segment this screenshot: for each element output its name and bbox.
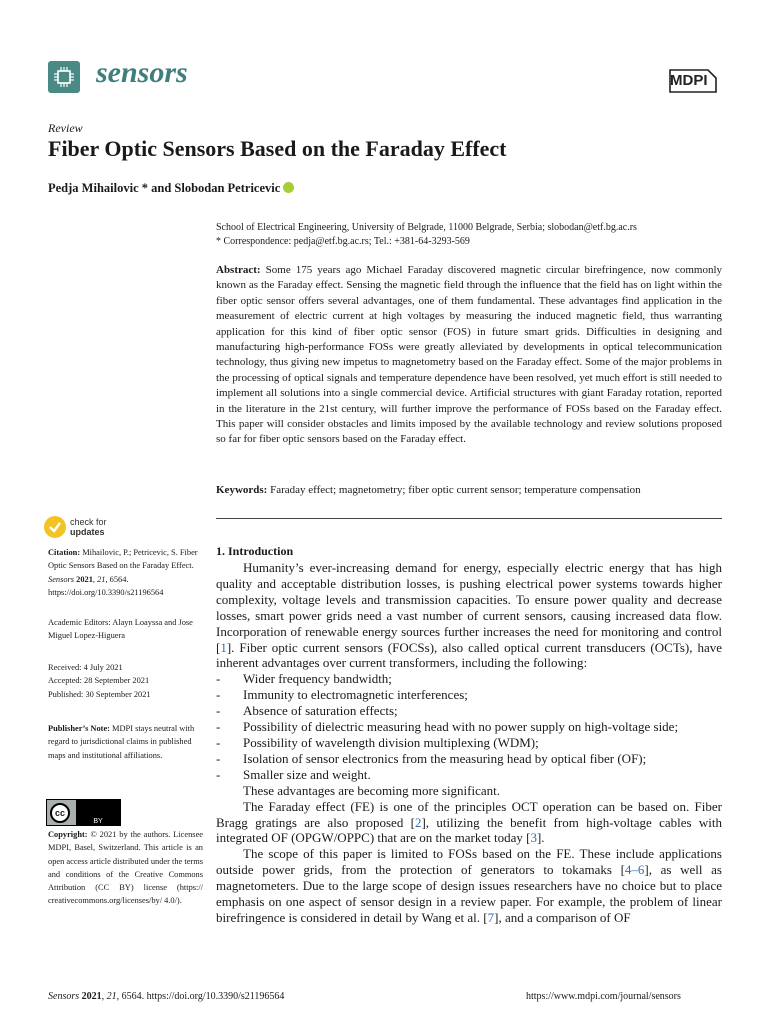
dates (48, 661, 203, 701)
correspondence: * Correspondence: pedja@etf.bg.ac.rs; Tel.: +381-64-3293-569 (216, 236, 470, 247)
citation-label: Citation: (48, 548, 81, 557)
journal-logo-icon (48, 61, 80, 93)
check-line2: updates (70, 527, 105, 537)
accepted-date: Accepted: 28 September 2021 (48, 676, 150, 686)
list-item: - Immunity to electromagnetic interferences; (216, 687, 722, 703)
check-line1: check for (70, 517, 107, 527)
list-item: - Possibility of wavelength division multiplexing (WDM); (216, 735, 722, 751)
list-item: - Wider frequency bandwidth; (216, 671, 722, 687)
keywords (216, 484, 722, 496)
citation-doi[interactable]: , 6564. https://doi.org/10.3390/s21196564 (48, 574, 164, 597)
list-item: - Absence of saturation effects; (216, 703, 722, 719)
footer-journal: Sensors (48, 991, 80, 1002)
citation-text: Mihailovic, P.; Petricevic, S. Fiber Optic Sensors Based on the Faraday Effect. (48, 548, 198, 571)
academic-editors: Academic Editors: Alayn Loayssa and Jose Miguel Lopez-Higuera (48, 618, 193, 641)
mdpi-logo (668, 64, 718, 96)
keywords-text: Faraday effect; magnetometry; fiber optic current sensor; temperature compensation (270, 484, 641, 496)
keywords-label: Keywords: (216, 484, 268, 496)
advantages-list (216, 671, 722, 782)
reference-link[interactable]: 7 (487, 909, 495, 925)
article-title: Fiber Optic Sensors Based on the Faraday Effect (48, 136, 507, 161)
check-for-updates-icon[interactable] (44, 516, 66, 538)
published-date: Published: 30 September 2021 (48, 689, 151, 699)
footer-journal-url[interactable]: https://www.mdpi.com/journal/sensors (526, 991, 681, 1002)
authors-text: Pedja Mihailovic * and Slobodan Petricevic (48, 181, 281, 195)
citation-journal: Sensors (48, 574, 75, 584)
citation: Citation: Mihailovic, P.; Petricevic, S. Fiber Optic Sensors Based on the Faraday Effect. Sensors 2021, 21, 6564. https://doi.org/10.3390/s21196564 (48, 548, 198, 597)
reference-link[interactable]: 1 (220, 639, 227, 655)
divider (216, 518, 722, 519)
footer-volume: 21 (106, 991, 117, 1002)
copyright-label: Copyright: (48, 830, 88, 839)
cc-by-license-badge[interactable] (46, 799, 121, 826)
abstract-label: Abstract: (216, 264, 261, 276)
copyright-text: © 2021 by the authors. Licensee MDPI, Basel, Switzerland. This article is an open access article distributed under the terms and conditions of the Creative Commons Attribution (CC BY) license (https:// creativecommons.org/licenses/by/ 4.0/). (48, 830, 203, 906)
reference-link[interactable]: 2 (414, 814, 422, 830)
received-date: Received: 4 July 2021 (48, 663, 123, 672)
author-list (48, 181, 294, 196)
abstract-text: Some 175 years ago Michael Faraday discovered magnetic circular birefringence, now commonly known as the Faraday effect. Sensing the magnetic field through the influence that the field has on light within the fiber optic sensor offers several advantages, one of them fundamental. These advantages find application in the measurement of electric current at high voltages by measuring the induced magnetic field, thus warranting application for this kind of fiber optic sensor (FOS) in future smart grids. Difficulties in designing and manufacturing high-performance FOSs were greatly alleviated by developments in optical telecommunication technology, thus giving new impetus to magnetometry based on the Faraday effect. Some of the major problems in the processing of optical signals and temperature dependence have been resolved, yet much effort is still needed to implement all solutions into a single commercial device. Artificial structures with giant Faraday rotation, reported in the literature in the 21st century, will further improve the performance of FOSs based on the Faraday effect. This paper will consider obstacles and limits imposed by the available technology and review solutions proposed so far for fiber optic sensors based on the Faraday effect. (216, 264, 722, 446)
footer-citation: Sensors 2021, 21, 6564. https://doi.org/10.3390/s21196564 (48, 991, 285, 1002)
list-item: - Possibility of dielectric measuring head with no power supply on high-voltage side; (216, 719, 722, 735)
affiliation: School of Electrical Engineering, University of Belgrade, 11000 Belgrade, Serbia; slobodan@etf.bg.ac.rs (216, 222, 637, 233)
paragraph: The scope of this paper is limited to FOSs based on the FE. These include applications outside power grids, from the protection of generators to tokamaks [4–6], as well as magnetometers. Due to the large scope of design issues researchers have no choice but to place emphasis on one aspect of sensor design in a review paper. For example, the problem of linear birefringence is considered in detail by Wang et al. [7], and a comparison of OF (216, 846, 722, 925)
abstract (216, 263, 722, 448)
paragraph: The Faraday effect (FE) is one of the principles OCT operation can be based on. Fiber Bragg gratings are also proposed [2], utilizing the benefit from high-voltage cables with integrated OF (OPGW/OPPC) that are on the market today [3]. (216, 798, 722, 846)
paragraph: Humanity’s ever-increasing demand for energy, especially electric energy that has high quality and acceptable distribution losses, is pushing electrical power systems towards higher complexity, voltage levels and transmission capacities. To ensure power quality and decrease losses, smart power grids need a vast number of current sensors, causing increased data flow. Incorporation of renewable energy sources further increases the need for monitoring and control [1]. Fiber optic current sensors (FOCSs), also called optical current transducers (OCTs), have inherent advantages over current transformers, including the following: (216, 560, 722, 671)
reference-link[interactable]: 3 (530, 830, 537, 846)
publisher-note-text: MDPI stays neutral with regard to jurisdictional claims in published maps and institutional affiliations. (48, 724, 195, 760)
journal-name: sensors (96, 56, 188, 89)
copyright (48, 828, 203, 908)
list-item: - Smaller size and weight. (216, 767, 722, 783)
paragraph: These advantages are becoming more significant. (243, 782, 501, 798)
reference-link[interactable]: 4–6 (624, 862, 645, 878)
cc-icon: cc (50, 803, 70, 823)
citation-year: 2021 (76, 574, 93, 584)
footer-year: 2021 (81, 991, 102, 1002)
publisher-note (48, 722, 203, 762)
article-type: Review (48, 121, 83, 135)
body-text (216, 560, 722, 926)
affiliation-block (216, 221, 736, 249)
by-strip (76, 800, 120, 825)
publisher-note-label: Publisher’s Note: (48, 724, 110, 733)
footer-doi[interactable]: , 6564. https://doi.org/10.3390/s21196564 (116, 991, 285, 1002)
by-label: BY (93, 818, 103, 825)
mdpi-logo-text: MDPI (670, 72, 708, 89)
section-heading: 1. Introduction (216, 544, 294, 558)
citation-volume: 21 (97, 574, 106, 584)
orcid-icon[interactable] (283, 182, 294, 193)
check-for-updates-button[interactable] (70, 517, 107, 537)
list-item: - Isolation of sensor electronics from the measuring head by optical fiber (OF); (216, 751, 722, 767)
